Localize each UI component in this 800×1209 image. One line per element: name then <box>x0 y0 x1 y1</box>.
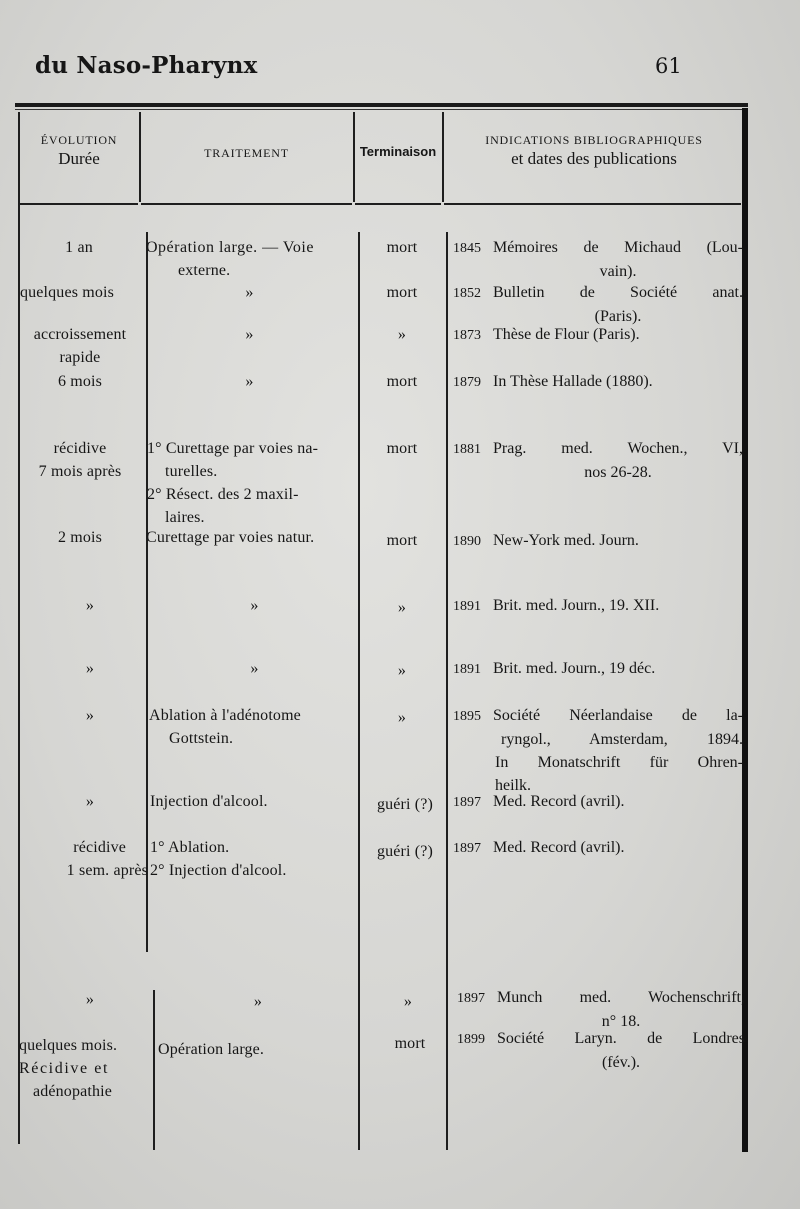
row-4-duree: 6 mois <box>57 373 103 390</box>
row-8-duree: » <box>85 660 95 677</box>
row-5-duree: récidive 7 mois après <box>38 440 122 480</box>
page-number: 61 <box>655 54 682 78</box>
row-10-duree: » <box>85 793 95 810</box>
row-1-traitement: Opération large. — Voie externe. <box>146 239 314 279</box>
row-6-biblio: 1890 New-York med. Journ. <box>453 532 639 549</box>
row-7-traitement: » <box>250 597 259 614</box>
row-3-duree: accroissement rapide <box>33 326 127 366</box>
header-rule-2 <box>141 203 352 205</box>
row-10-traitement: Injection d'alcool. <box>150 793 268 810</box>
header-indications-label: INDICATIONS BIBLIOGRAPHIQUES <box>485 133 703 147</box>
row-3-terminaison: » <box>397 326 407 343</box>
row-11-duree: récidive 1 sem. après <box>66 839 148 879</box>
row-13-traitement: Opération large. <box>158 1041 265 1058</box>
row-13-terminaison: mort <box>394 1035 426 1052</box>
column-rule-1-lower <box>153 990 155 1150</box>
row-6-terminaison: mort <box>386 532 418 549</box>
row-12-duree: » <box>85 991 95 1008</box>
row-9-traitement: Ablation à l'adénotome Gottstein. <box>149 707 301 747</box>
row-10-terminaison: guéri (?) <box>377 796 433 813</box>
header-traitement-label: TRAITEMENT <box>204 146 289 160</box>
row-2-duree: quelques mois <box>20 284 114 301</box>
row-7-biblio: 1891 Brit. med. Journ., 19. XII. <box>453 597 660 614</box>
header-rule-1 <box>20 203 138 205</box>
row-1-terminaison: mort <box>386 239 418 256</box>
row-11-biblio: 1897 Med. Record (avril). <box>453 839 625 856</box>
header-evolution <box>20 133 138 169</box>
row-8-traitement: » <box>250 660 259 677</box>
row-7-duree: » <box>85 597 95 614</box>
header-rule-4 <box>444 203 741 205</box>
row-7-terminaison: » <box>397 599 407 616</box>
table-top-rule-thin <box>15 109 748 110</box>
row-2-traitement: » <box>245 284 254 301</box>
row-13-biblio: 1899 Société Laryn. de Londres (fév.). <box>457 1030 745 1071</box>
row-4-terminaison: mort <box>386 373 418 390</box>
row-2-terminaison: mort <box>386 284 418 301</box>
row-5-biblio: 1881 Prag. med. Wochen., VI, nos 26-28. <box>453 440 743 481</box>
row-3-traitement: » <box>245 326 254 343</box>
row-11-terminaison: guéri (?) <box>377 843 433 860</box>
row-6-traitement: Curettage par voies natur. <box>146 529 315 546</box>
row-12-traitement: » <box>253 993 263 1010</box>
header-terminaison <box>352 144 444 160</box>
header-terminaison-label: Terminaison <box>359 144 437 159</box>
row-13-duree: quelques mois. Récidive et adénopathie <box>19 1037 118 1100</box>
row-5-terminaison: mort <box>386 440 418 457</box>
row-8-biblio: 1891 Brit. med. Journ., 19 déc. <box>453 660 656 677</box>
header-duree-label: Durée <box>58 149 100 168</box>
row-1-biblio: 1845 Mémoires de Michaud (Lou- vain). <box>453 239 743 280</box>
row-6-duree: 2 mois <box>57 529 103 546</box>
row-2-biblio: 1852 Bulletin de Société anat. (Paris). <box>453 284 743 325</box>
row-9-terminaison: » <box>397 709 407 726</box>
row-12-terminaison: » <box>403 993 413 1010</box>
table-top-rule <box>15 103 748 107</box>
row-5-traitement: 1° Curettage par voies na- turelles. 2° Résect. des 2 maxil- laires. <box>147 440 319 526</box>
row-1-duree: 1 an <box>65 239 93 256</box>
header-traitement <box>141 146 352 161</box>
row-9-biblio: 1895 Société Néerlandaise de la- ryngol., Amsterdam, 1894. In Monatschrift für Ohren- heilk. <box>453 707 743 794</box>
row-3-biblio: 1873 Thèse de Flour (Paris). <box>453 326 640 343</box>
row-4-traitement: » <box>245 373 254 390</box>
running-title: du Naso-Pharynx <box>35 52 258 79</box>
row-12-biblio: 1897 Munch med. Wochenschrift, n° 18. <box>457 989 745 1030</box>
header-evolution-label: ÉVOLUTION <box>40 133 118 147</box>
header-indications <box>446 133 742 169</box>
header-publications-label: et dates des publications <box>511 149 677 168</box>
row-9-duree: » <box>85 707 95 724</box>
row-4-biblio: 1879 In Thèse Hallade (1880). <box>453 373 653 390</box>
row-11-traitement: 1° Ablation. 2° Injection d'alcool. <box>150 839 287 879</box>
header-rule-3 <box>355 203 441 205</box>
row-8-terminaison: » <box>397 662 407 679</box>
row-10-biblio: 1897 Med. Record (avril). <box>453 793 625 810</box>
